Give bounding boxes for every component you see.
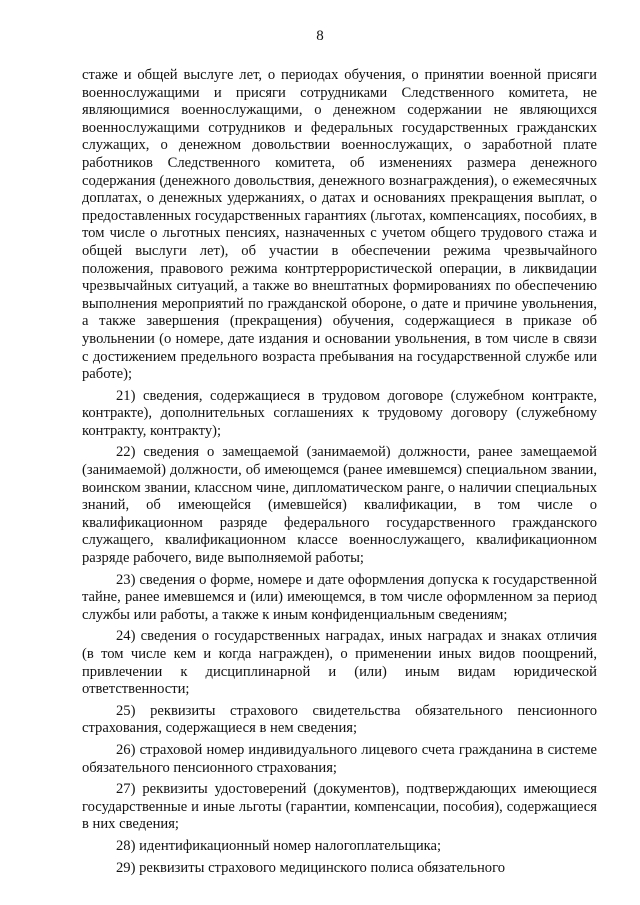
- paragraph-24: 24) сведения о государственных наградах, иных наградах и знаках отличия (в том числе кем и когда награжден), о применении иных видов поощрений, привлечении к дисциплинарной и (или) иным видам юридической ответственности;: [82, 628, 597, 698]
- paragraph-20-continuation: стаже и общей выслуге лет, о периодах обучения, о принятии военной присяги военнослужащими и присяги сотрудниками Следственного комитета, не являющимися военнослужащими, о денежном содержании не являющихся военнослужащими сотрудников и федеральных государственных гражданских служащих, о денежном довольствии военнослужащих, о заработной плате работников Следственного комитета, об изменениях размера денежного содержания (денежного довольствия, денежного вознаграждения), о ежемесячных доплатах, о денежных удержаниях, о датах и основаниях прекращения выплат, о предоставленных государственных гарантиях (льготах, компенсациях, пособиях, в том числе о льготных пенсиях, назначенных с учетом общего трудового стажа и общей выслуги лет), об участии в обеспечении режима чрезвычайного положения, правового режима контртеррористической операции, в ликвидации чрезвычайных ситуаций, а также во внештатных формированиях по обеспечению выполнения мероприятий по гражданской обороне, о дате и причине увольнения, а также завершения (прекращения) обучения, содержащиеся в приказе об увольнении (о номере, дате издания и основании увольнения, в том числе в связи с достижением предельного возраста пребывания на государственной службе или работе);: [82, 67, 597, 383]
- paragraph-25: 25) реквизиты страхового свидетельства обязательного пенсионного страхования, содержащиеся в нем сведения;: [82, 702, 597, 737]
- paragraph-27: 27) реквизиты удостоверений (документов), подтверждающих имеющиеся государственные и иные льготы (гарантии, компенсации, пособия), содержащиеся в них сведения;: [82, 781, 597, 833]
- page-number: 8: [316, 28, 324, 44]
- paragraph-26: 26) страховой номер индивидуального лицевого счета гражданина в системе обязательного пенсионного страхования;: [82, 741, 597, 776]
- paragraph-21: 21) сведения, содержащиеся в трудовом договоре (служебном контракте, контракте), дополнительных соглашениях к трудовому договору (служебному контракту, контракту);: [82, 387, 597, 439]
- document-body: [82, 67, 597, 881]
- paragraph-22: 22) сведения о замещаемой (занимаемой) должности, ранее замещаемой (занимаемой) должности, об имеющемся (ранее имевшемся) специальном звании, воинском звании, классном чине, дипломатическом ранге, о наличии специальных знаний, об имеющейся (имевшейся) квалификации, в том числе о квалификационном разряде федерального государственного гражданского служащего, квалификационном классе военнослужащего, квалификационном разряде рабочего, виде выполняемой работы;: [82, 444, 597, 567]
- paragraph-29: 29) реквизиты страхового медицинского полиса обязательного: [116, 859, 505, 876]
- paragraph-23: 23) сведения о форме, номере и дате оформления допуска к государственной тайне, ранее имевшемся и (или) имеющемся, в том числе оформленном за период службы или работы, а также к иным конфиденциальным сведениям;: [82, 571, 597, 623]
- paragraph-28: 28) идентификационный номер налогоплательщика;: [116, 837, 442, 854]
